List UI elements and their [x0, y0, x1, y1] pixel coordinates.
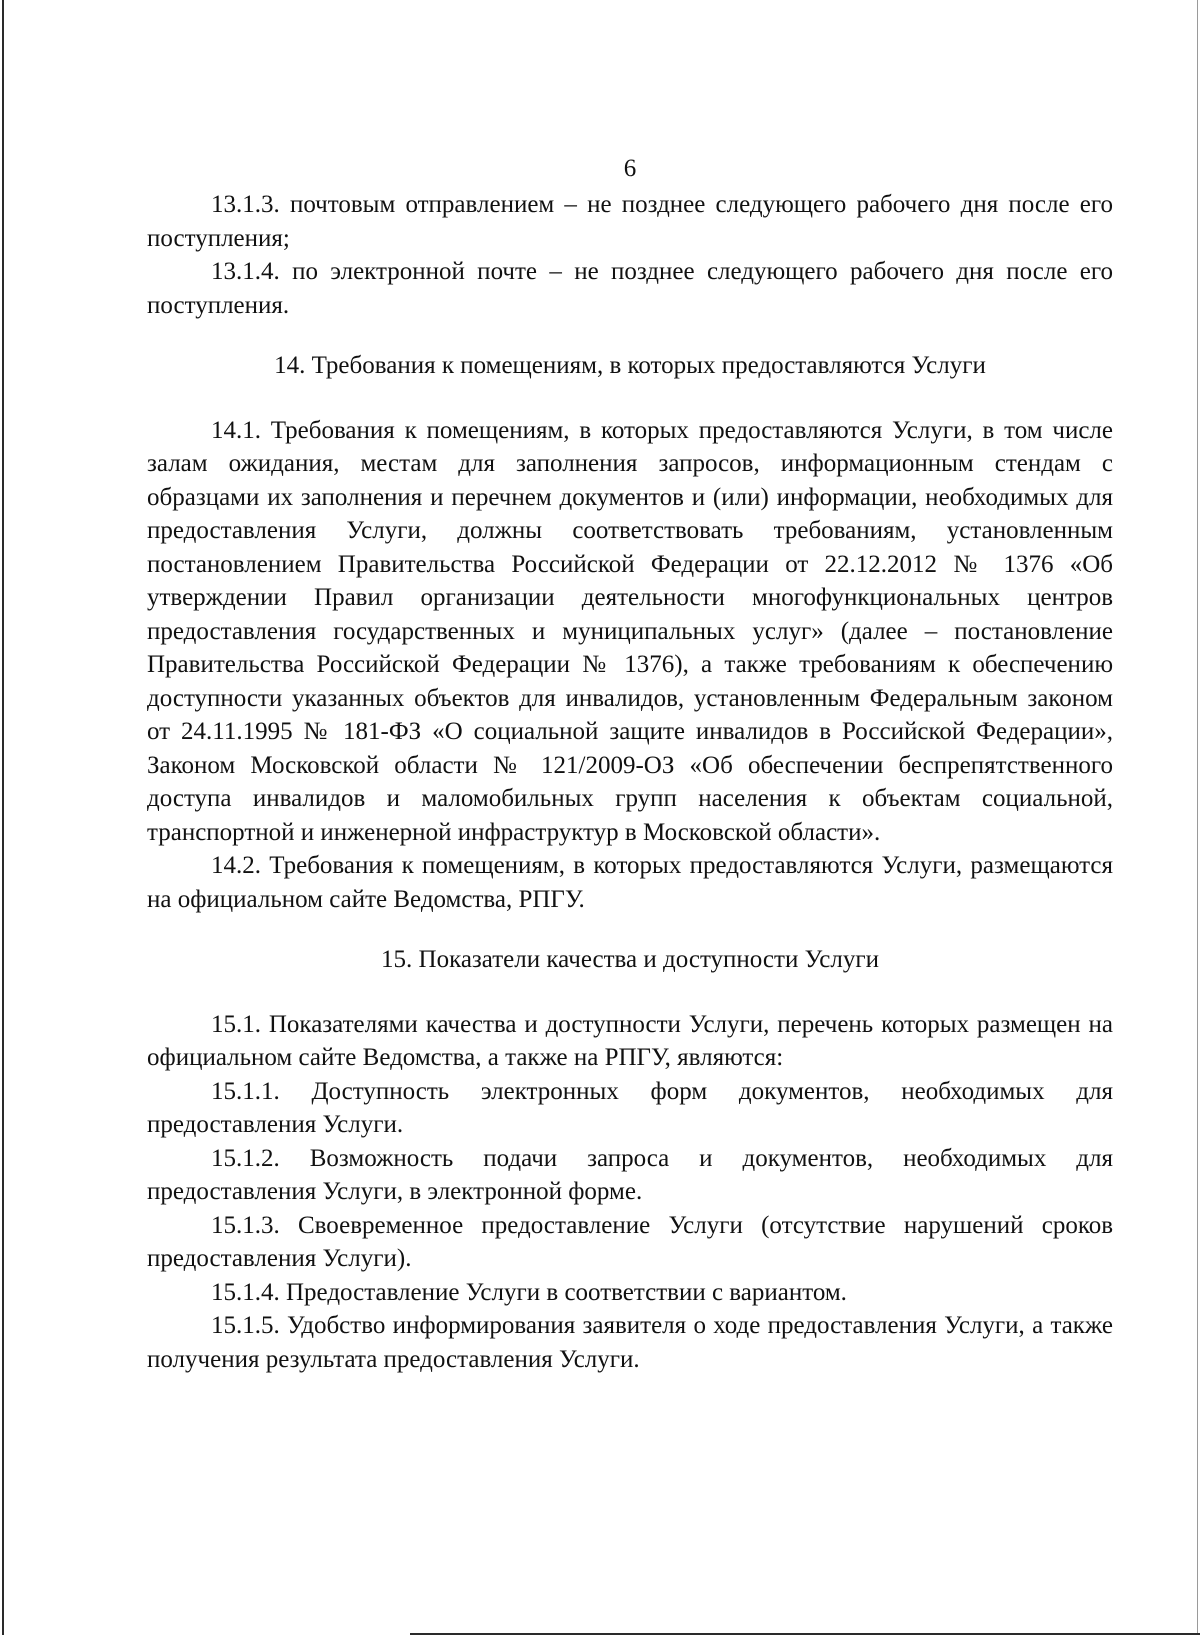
paragraph-14-1: 14.1. Требования к помещениям, в которых предоставляются Услуги, в том числе залам ожидания, местам для заполнения запросов, информационным стендам с образцами их заполнения и перечнем документов и (или) информации, необходимых для предоставления Услуги, должны соответствовать требованиям, установленным постановлением Правительства Российской Федерации от 22.12.2012 № 1376 «Об утверждении Правил организации деятельности многофункциональных центров предоставления государственных и муниципальных услуг» (далее – постановление Правительства Российской Федерации № 1376), а также требованиям к обеспечению доступности указанных объектов для инвалидов, установленным Федеральным законом от 24.11.1995 № 181-ФЗ «О социальной защите инвалидов в Российской Федерации», Законом Московской области № 121/2009-ОЗ «Об обеспечении беспрепятственного доступа инвалидов и маломобильных групп населения к объектам социальной, транспортной и инженерной инфраструктур в Московской области». [147, 416, 1113, 846]
section-heading-15: 15. Показатели качества и доступности Услуги [381, 946, 879, 973]
page-number: 6 [623, 155, 637, 182]
paragraph-15-1-5: 15.1.5. Удобство информирования заявителя о ходе предоставления Услуги, а также получения результата предоставления Услуги. [147, 1312, 1113, 1373]
paragraph-13-1-4: 13.1.4. по электронной почте – не позднее следующего рабочего дня после его поступления. [147, 258, 1113, 319]
paragraph-15-1: 15.1. Показателями качества и доступности Услуги, перечень которых размещен на официальном сайте Ведомства, а также на РПГУ, являются: [147, 1010, 1113, 1071]
paragraph-13-1-3: 13.1.3. почтовым отправлением – не позднее следующего рабочего дня после его поступления; [147, 191, 1113, 252]
paragraph-15-1-1: 15.1.1. Доступность электронных форм документов, необходимых для предоставления Услуги. [147, 1077, 1113, 1138]
paragraph-15-1-4: 15.1.4. Предоставление Услуги в соответствии с вариантом. [211, 1278, 847, 1306]
paragraph-15-1-2: 15.1.2. Возможность подачи запроса и документов, необходимых для предоставления Услуги, в электронной форме. [147, 1144, 1113, 1205]
section-heading-14: 14. Требования к помещениям, в которых предоставляются Услуги [274, 352, 986, 379]
scan-edge-right [1197, 0, 1198, 1635]
scan-edge-left [2, 0, 4, 1635]
document-body [147, 152, 1113, 1376]
paragraph-14-2: 14.2. Требования к помещениям, в которых предоставляются Услуги, размещаются на официальном сайте Ведомства, РПГУ. [147, 852, 1113, 913]
paragraph-15-1-3: 15.1.3. Своевременное предоставление Услуги (отсутствие нарушений сроков предоставления Услуги). [147, 1211, 1113, 1272]
